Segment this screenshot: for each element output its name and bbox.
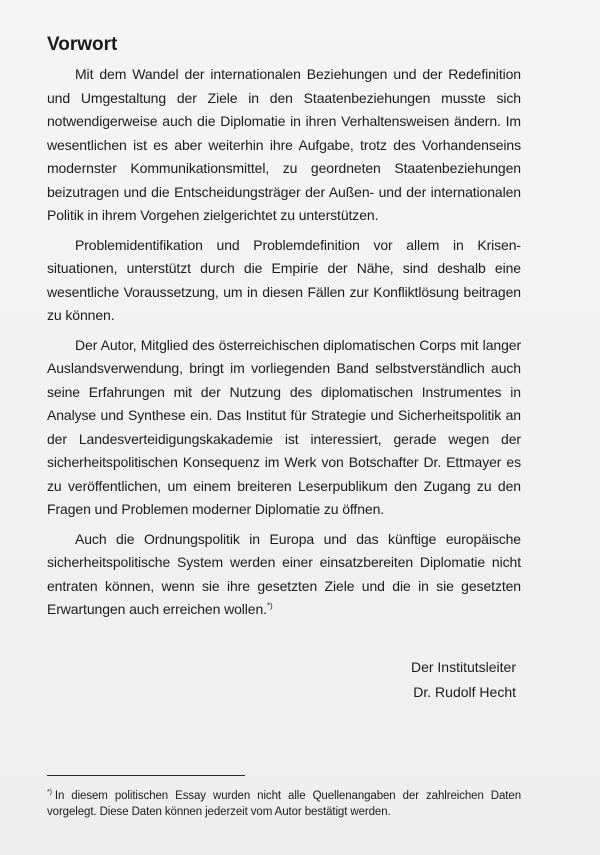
signature-title: Der Institutsleiter xyxy=(410,659,516,675)
main-content xyxy=(47,32,521,622)
footnote-divider xyxy=(47,775,245,776)
signature-block xyxy=(411,655,516,705)
signature-name: Dr. Rudolf Hecht xyxy=(413,684,516,700)
page-title: Vorwort xyxy=(47,34,118,55)
paragraph-4 xyxy=(47,528,521,622)
paragraph-1: Mit dem Wandel der internationalen Beziehungen und der Redefinition und Umgestaltung der Ziele in den Staatenbeziehungen musste sich notwendigerweise auch die Diplomatie in ihren Verhaltensweisen ändern. Im wesentlichen ist es aber weiterhin ihre Aufgabe, trotz des Vorhandenseins modernster Kommunikationsmittel, zu geordneten Staatenbeziehungen beizutragen und die Entscheidungsträger der Außen- und der internationalen Politik in ihrem Vorgehen zielgerichtet zu unterstützen. xyxy=(47,66,521,223)
footnote-text: In diesem politischen Essay wurden nicht alle Quellenangaben der zahlreichen Daten vorgelegt. Diese Daten können jederzeit vom Autor bestätigt werden. xyxy=(47,790,521,818)
paragraph-3: Der Autor, Mitglied des österreichischen diplomatischen Corps mit langer Auslandsverwendung, bringt im vorliegenden Band selbstverständlich auch seine Erfahrungen mit der Nutzung des diplomatischen Instrumentes in Analyse und Synthese ein. Das Institut für Strategie und Sicherheitspolitik an der Landesverteidigungskakademie ist interessiert, gerade wegen der sicherheitspolitischen Konsequenz im Werk von Botschafter Dr. Ettmayer es zu veröffentlichen, um einem breiteren Leserpublikum den Zugang zu den Fragen und Problemen moderner Diplomatie zu öffnen. xyxy=(47,336,521,517)
footnote-reference-marker: *) xyxy=(266,601,273,611)
footnote-marker: *) xyxy=(47,789,52,797)
paragraph-4-text: Auch die Ordnungspolitik in Europa und das künftige europäische sicherheitspolitische System werden einer einsatzbereiten Diplomatie nicht entraten können, wenn sie ihre gesetzten Ziele und die in sie gesetzten Erwartungen auch erreichen wollen. xyxy=(47,530,521,617)
paragraph-2: Problemidentifikation und Problemdefinition vor allem in Krisen-situationen, unterstützt durch die Empirie der Nähe, sind deshalb eine wesentliche Voraussetzung, um in diesen Fällen zur Konfliktlösung beitragen zu können. xyxy=(47,236,521,323)
footnote xyxy=(47,788,521,820)
